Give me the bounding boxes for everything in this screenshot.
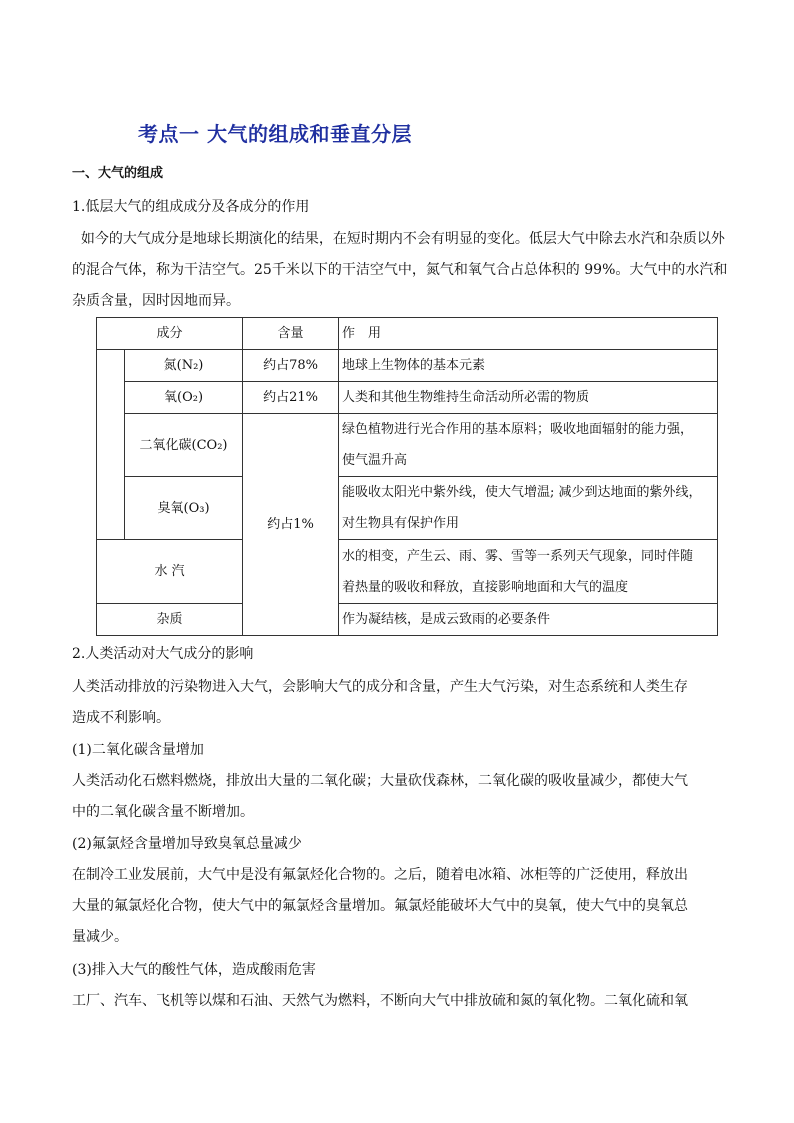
- component-role: 人类和其他生物维持生命活动所必需的物质: [339, 382, 718, 414]
- text-line: 如今的大气成分是地球长期演化的结果，在短时期内不会有明显的变化。低层大气中除去水汽和杂质以外: [72, 231, 725, 247]
- component-role: [339, 477, 718, 540]
- header-component: 成分: [97, 318, 243, 350]
- role-line: 能吸收太阳光中紫外线，使大气增温; 减少到达地面的紫外线，: [342, 485, 702, 500]
- component-content: 约占21%: [243, 382, 339, 414]
- component-name: 二氧化碳(CO₂): [125, 414, 243, 477]
- text-line: 中的二氧化碳含量不断增加。: [72, 804, 254, 820]
- component-name: 水 汽: [97, 540, 243, 604]
- component-role: [339, 540, 718, 604]
- page-title: 考点一 大气的组成和垂直分层: [138, 122, 412, 146]
- intro-paragraph: [72, 224, 728, 317]
- point-heading: (3)排入大气的酸性气体，造成酸雨危害: [72, 962, 316, 978]
- section-heading: 一、大气的组成: [72, 166, 164, 181]
- text-line: 工厂、汽车、飞机等以煤和石油、天然气为燃料，不断向大气中排放硫和氮的氧化物。二氧化硫和氧: [72, 993, 688, 1009]
- text-line: 人类活动化石燃料燃烧，排放出大量的二氧化碳；大量砍伐森林，二氧化碳的吸收量减少，都使大气: [72, 773, 688, 789]
- paragraph: [72, 766, 724, 828]
- table-row: [97, 604, 718, 636]
- component-content: 约占78%: [243, 350, 339, 382]
- table-row: [97, 382, 718, 414]
- component-role: 地球上生物体的基本元素: [339, 350, 718, 382]
- dry-air-group-cell: [97, 350, 125, 540]
- shared-content: 约占1%: [243, 414, 339, 636]
- component-role: [339, 414, 718, 477]
- component-name: 氧(O₂): [125, 382, 243, 414]
- text-line: 量减少。: [72, 929, 128, 945]
- text-line: 造成不利影响。: [72, 710, 170, 726]
- role-line: 着热量的吸收和释放，直接影响地面和大气的温度: [342, 579, 629, 595]
- text-line: 在制冷工业发展前，大气中是没有氟氯烃化合物的。之后，随着电冰箱、冰柜等的广泛使用，释放出: [72, 867, 688, 883]
- header-role: 作 用: [339, 318, 718, 350]
- subsection-heading: 2.人类活动对大气成分的影响: [72, 646, 254, 662]
- text-line: 的混合气体，称为干洁空气。25千米以下的干洁空气中，氮气和氧气合占总体积的 99%。大气中的水汽和: [72, 262, 728, 278]
- paragraph: [72, 986, 724, 1017]
- header-content: 含量: [243, 318, 339, 350]
- composition-table: [96, 317, 718, 636]
- role-line: 水的相变，产生云、雨、雾、雪等一系列天气现象，同时伴随: [342, 548, 694, 564]
- role-line: 使气温升高: [342, 453, 408, 468]
- role-line: 绿色植物进行光合作用的基本原料；吸收地面辐射的能力强，: [342, 422, 694, 437]
- subsection-heading: 1.低层大气的组成成分及各成分的作用: [72, 199, 310, 215]
- component-role: 作为凝结核，是成云致雨的必要条件: [339, 604, 718, 636]
- point-heading: (1)二氧化碳含量增加: [72, 742, 204, 758]
- paragraph: [72, 860, 724, 953]
- point-heading: (2)氟氯烃含量增加导致臭氧总量减少: [72, 836, 302, 852]
- table-row: [97, 414, 718, 477]
- component-name: 氮(N₂): [125, 350, 243, 382]
- paragraph: [72, 672, 724, 734]
- text-line: 杂质含量，因时因地而异。: [72, 293, 240, 309]
- component-name: 臭氧(O₃): [125, 477, 243, 540]
- text-line: 大量的氟氯烃化合物，使大气中的氟氯烃含量增加。氟氯烃能破坏大气中的臭氧，使大气中的臭氧总: [72, 898, 688, 914]
- role-line: 对生物具有保护作用: [342, 516, 460, 531]
- component-name: 杂质: [97, 604, 243, 636]
- text-line: 人类活动排放的污染物进入大气，会影响大气的成分和含量，产生大气污染，对生态系统和人类生存: [72, 679, 688, 695]
- table-row: [97, 477, 718, 540]
- table-row: [97, 350, 718, 382]
- table-header-row: [97, 318, 718, 350]
- table-row: [97, 540, 718, 604]
